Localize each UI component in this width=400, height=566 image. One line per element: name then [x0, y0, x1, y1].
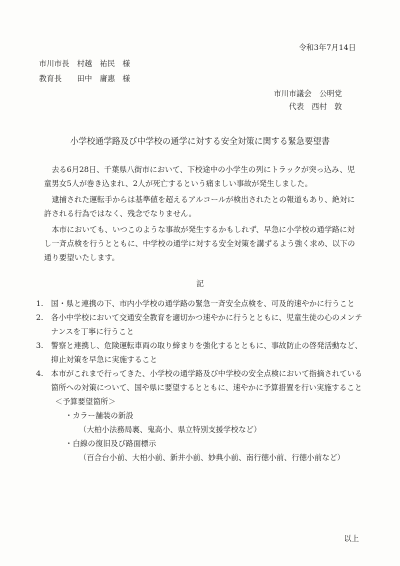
document-body — [44, 163, 361, 267]
budget-item-detail: （大柏小法務局裏、鬼高小、県立特別支援学校など） — [79, 425, 262, 434]
budget-item-detail: （百合台小前、大柏小前、新井小前、妙典小前、南行徳小前、行徳小前など） — [79, 453, 345, 462]
request-number: 4. — [36, 369, 44, 378]
body-paragraph: 逮捕された運転手からは基準値を超えるアルコールが検出されたとの報道もあり、絶対に許される行為ではなく、残念でなりません。 — [44, 195, 355, 218]
body-paragraph: 本市においても、いつこのような事故が発生するかもしれず、早急に小学校の通学路に対し一斉点検を行うとともに、中学校の通学に対する安全対策を講ずるよう強く求め、以下の通り要望いたします。 — [44, 225, 356, 262]
request-text: 本市がこれまで行ってきた、小学校の通学路及び中学校の安全点検において指摘されている箇所への対策について、国や県に要望するとともに、速やかに予算措置を行い実施すること — [51, 369, 363, 392]
budget-item-label: ・カラー舗装の新設 — [65, 411, 134, 420]
request-text: 各小中学校において交通安全教育を適切かつ速やかに行うとともに、児童生徒の心のメンテナンスを丁寧に行うこと — [51, 313, 363, 336]
document-date: 令和3年7月14日 — [298, 43, 356, 52]
request-text: 国・県と連携の下、市内小学校の通学路の緊急一斉安全点検を、可及的速やかに行うこと — [51, 299, 355, 308]
closing-mark: 以上 — [343, 534, 359, 543]
body-paragraph: 去る6月28日、千葉県八街市において、下校途中の小学生の列にトラックが突っ込み、児童男女5人が巻き込まれ、2人が死亡するという痛ましい事故が発生しました。 — [44, 165, 355, 188]
ki-heading: 記 — [196, 279, 204, 288]
request-text: 警察と連携し、危険運転車両の取り締まりを強化するとともに、事故防止の啓発活動など、抑止対策を早急に実施すること — [51, 341, 363, 364]
budget-request-heading: ＜予算要望箇所＞ — [55, 397, 116, 406]
request-item — [36, 311, 366, 339]
request-number: 2. — [36, 313, 44, 322]
request-number: 3. — [36, 341, 44, 350]
budget-item-label: ・白線の復旧及び路面標示 — [65, 439, 157, 448]
sender-representative: 代表 西村 敦 — [288, 102, 342, 111]
request-list — [36, 297, 366, 465]
addressee-mayor: 市川市長 村越 祐民 様 — [39, 59, 131, 68]
request-item — [36, 297, 366, 311]
document-title: 小学校通学路及び中学校の通学に対する安全対策に関する緊急要望書 — [70, 136, 330, 146]
request-item — [36, 367, 366, 465]
sender-organization: 市川市議会 公明党 — [273, 89, 342, 98]
request-number: 1. — [36, 299, 44, 308]
request-item — [36, 339, 366, 367]
addressee-superintendent: 教育長 田中 庸惠 様 — [39, 74, 131, 83]
